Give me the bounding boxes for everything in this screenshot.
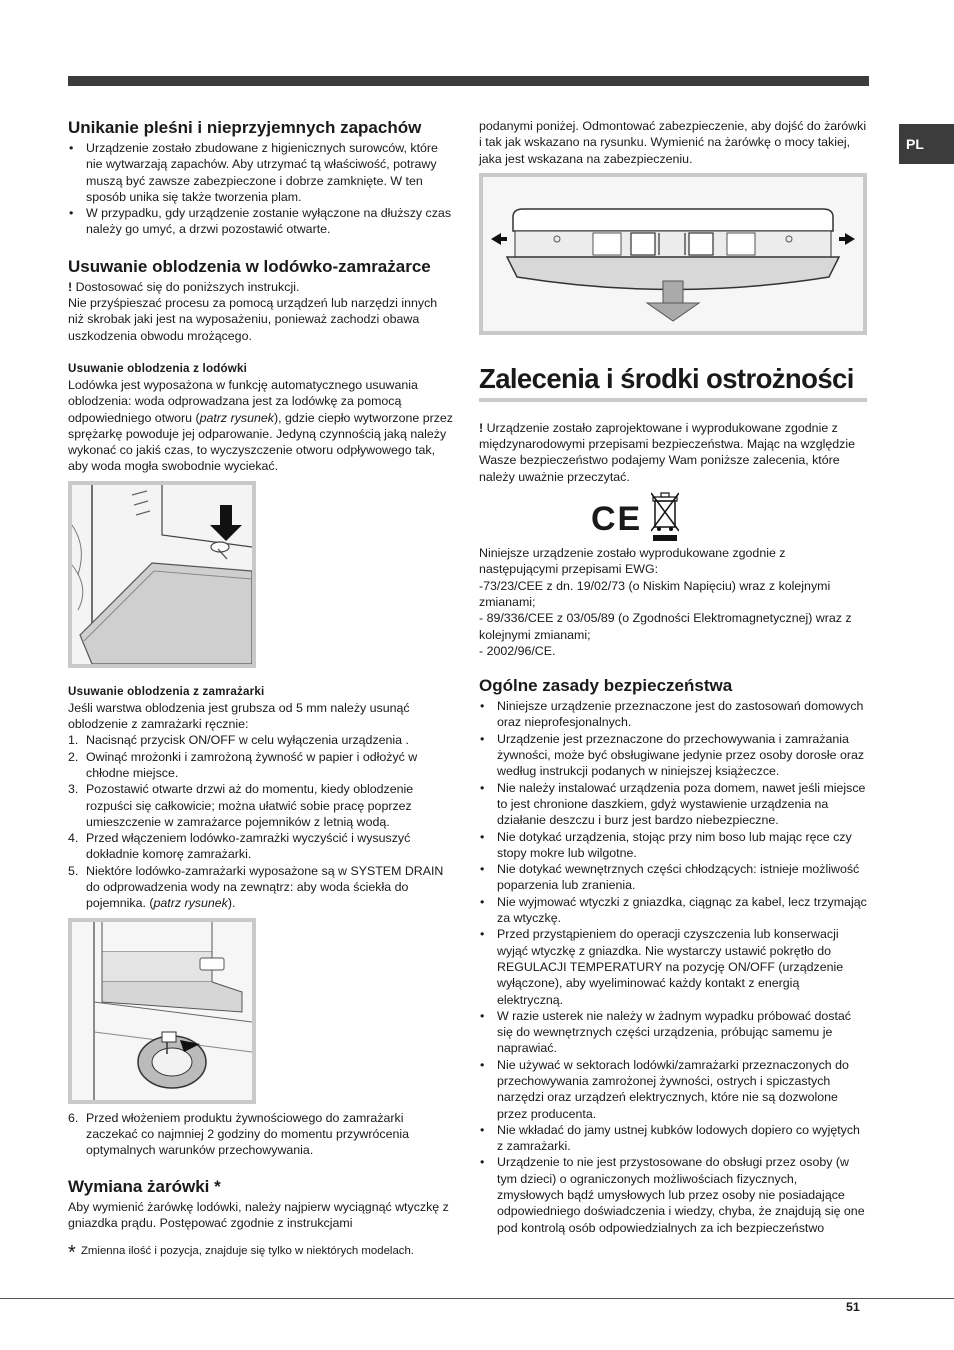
list-item: [68, 1110, 456, 1159]
freezer-defrost-intro: Jeśli warstwa oblodzenia jest grubsza od 5 mm należy usunąć oblodzenie z zamrażarki ręcznie:: [68, 700, 410, 732]
fridge-drain-illustration: [72, 485, 252, 664]
text-part: Lodówka jest wyposażona w funkcję automatycznego usuwania oblodzenia: woda odprowadzana jest za lodówkę za pomocą odpowiedniego otworu (: [68, 377, 418, 425]
ewg-directives: [479, 545, 867, 659]
list-item: [68, 863, 456, 912]
safety-list: [479, 698, 867, 1236]
ce-mark-icon: CE: [591, 500, 643, 539]
list-item: • Niniejsze urządzenie przeznaczone jest do zastosowań domowych oraz nieprofesjonalnych.: [479, 698, 867, 731]
step-number: 6.: [68, 1110, 79, 1125]
bottom-rule: [0, 1298, 954, 1299]
list-item: • Urządzenie to nie jest przystosowane do obsługi przez osoby (w tym dzieci) o ograniczonych możliwościach fizycznych, zmysłowych bądź umysłowych lub przez osoby nie posiadające odpowiedniego doświadczenia i wiedzy, chyba, że znajdują się one pod kontrolą osób odpowiedzialnych za ich bezpieczeństwo: [479, 1154, 867, 1235]
step-number: 1.: [68, 733, 79, 748]
defrost-text: Nie przyśpieszać procesu za pomocą urządzeń lub narzędzi innych niż skrobak jaki jest na wyposażeniu, ponieważ zachodzi obawa uszkodzenia obwodu mrożącego.: [68, 296, 438, 343]
right-column: [479, 118, 867, 1236]
section-title-mold: Unikanie pleśni i nieprzyjemnych zapachów: [68, 118, 422, 137]
step-text: Przed włączeniem lodówko-zamrażki wyczyścić i wysuszyć dokładnie komorę zamrażarki.: [86, 831, 411, 862]
step-text: ).: [227, 896, 236, 911]
warning-mark: !: [68, 279, 73, 294]
freezer-defrost-steps: [68, 732, 456, 911]
step-text: Pozostawić otwarte drzwi aż do momentu, kiedy oblodzenie rozpuści się całkowicie; można ułatwić sobie pracę poprzez umieszczenie w zamrażarce pojemników z letnią wodą.: [86, 782, 414, 829]
step-text: Przed włożeniem produktu żywnościowego do zamrażarki zaczekać co najmniej 2 godziny do momentu przywrócenia optymalnych warunków przechowywania.: [86, 1110, 410, 1158]
step-text: Owinąć mrożonki i zamrożoną żywność w papier i odłożyć w chłodne miejsce.: [86, 749, 418, 780]
list-item: • Nie używać w sektorach lodówki/zamrażarki przeznaczonych do przechowywania zamrożonej żywności, ostrych i spiczastych narzędzi oraz urządzeń elektrycznych, które nie są dozwolone przez producenta.: [479, 1057, 867, 1122]
text-part: ), gdzie ciepło wytworzone przez sprężarkę powoduje jej odparowanie. Jedyną czynnością jaką należy wykonać co jakiś czas, to wyczyszczenie otworu odpływowego tak, aby woda mogła swobodnie wyciekać.: [68, 410, 454, 474]
step-number: 3.: [68, 782, 79, 797]
section-title-safety: Ogólne zasady bezpieczeństwa: [479, 676, 733, 696]
step-number: 5.: [68, 863, 79, 878]
left-column: [68, 118, 456, 1231]
list-item: • Nie wkładać do jamy ustnej kubków lodowych dopiero co wyjętych z zamrażarki.: [479, 1122, 867, 1155]
mold-list: [68, 140, 456, 238]
warning-mark: !: [479, 420, 484, 435]
fridge-defrost-text: [68, 377, 456, 475]
list-item: [68, 732, 456, 748]
subsection-title-freezer-defrost: Usuwanie oblodzenia z zamrażarki: [68, 684, 265, 698]
list-item: • Nie wyjmować wtyczki z gniazdka, ciągnąc za kabel, lecz trzymając za wtyczkę.: [479, 894, 867, 927]
note-text: Dostosować się do poniższych instrukcji.: [72, 279, 300, 294]
top-header-bar: [68, 76, 869, 86]
main-title: Zalecenia i środki ostrożności: [479, 362, 854, 394]
list-item: • Urządzenie zostało zbudowane z higienicznych surowców, które nie wytwarzają zapachów. Aby utrzymać tą właściwość, potrawy muszą być zawsze zabezpieczone i dobrze zamknięte. W ten sposób unika się także tworzenia plam.: [68, 140, 456, 205]
fridge-drain-figure: [68, 481, 256, 668]
footnote-star: *: [68, 1242, 76, 1264]
light-cover-figure: [479, 173, 867, 335]
step-text: Niektóre lodówko-zamrażarki wyposażone są w SYSTEM DRAIN do odprowadzenia wody na zewnątrz: aby woda ściekła do pojemnika. (: [86, 863, 444, 911]
text-emphasis: patrz rysunek: [153, 896, 228, 911]
page-number: 51: [846, 1300, 860, 1314]
language-tab: PL: [899, 124, 954, 164]
directive-line: - 89/336/CEE z 03/05/89 (o Zgodności Elektromagnetycznej) wraz z kolejnymi zmianami;: [479, 611, 852, 642]
weee-bin-icon: [651, 491, 679, 543]
directive-line: Niniejsze urządzenie zostało wyprodukowane zgodnie z następującymi przepisami EWG:: [479, 546, 786, 577]
list-item: • W przypadku, gdy urządzenie zostanie wyłączone na dłuższy czas należy go umyć, a drzwi pozostawić otwarte.: [68, 205, 456, 238]
list-item: [68, 830, 456, 863]
safety-intro: [479, 420, 867, 485]
freezer-defrost-step6: [68, 1110, 456, 1159]
list-item: • Przed przystąpieniem do operacji czyszczenia lub konserwacji wyjąć wtyczkę z gniazdka. Nie wystarczy ustawić pokrętło do REGULACJI TEMPERATURY na pozycję ON/OFF (urządzenie wyłączone), aby wyeliminować każdy kontakt z energią elektryczną.: [479, 926, 867, 1007]
list-item: [68, 749, 456, 782]
list-item: • Nie dotykać wewnętrznych części chłodzących: istnieje możliwość poparzenia lub zranienia.: [479, 861, 867, 894]
footnote-text: Zmienna ilość i pozycja, znajduje się tylko w niektórych modelach.: [77, 1245, 414, 1257]
section-title-bulb: Wymiana żarówki *: [68, 1176, 221, 1196]
list-item: • W razie usterek nie należy w żadnym wypadku próbować dostać się do wewnętrznych części urządzenia, próbując samemu je naprawiać.: [479, 1008, 867, 1057]
light-cover-illustration: [483, 177, 863, 331]
step-number: 2.: [68, 749, 79, 764]
list-item: [68, 781, 456, 830]
list-item: • Urządzenie jest przeznaczone do przechowywania i zamrażania żywności, może być obsługiwane jedynie przez osoby dorosłe oraz według instrukcji podanych w niniejszej książeczce.: [479, 731, 867, 780]
system-drain-illustration: [72, 922, 252, 1100]
step-number: 4.: [68, 831, 79, 846]
subsection-title-fridge-defrost: Usuwanie oblodzenia z lodówki: [68, 361, 248, 375]
text-emphasis: patrz rysunek: [199, 410, 274, 425]
certification-marks: [479, 485, 867, 545]
title-underline: [479, 398, 867, 402]
section-title-defrost: Usuwanie oblodzenia w lodówko-zamrażarce: [68, 256, 431, 276]
bulb-text-continued: podanymi poniżej. Odmontować zabezpieczenie, aby dojść do żarówki i tak jak wskazano na rysunku. Wymienić na żarówkę o mocy takiej, jaka jest wskazana na zabezpieczeniu.: [479, 119, 867, 166]
system-drain-figure: [68, 918, 256, 1104]
footnote: [68, 1242, 468, 1264]
list-item: • Nie należy instalować urządzenia poza domem, nawet jeśli miejsce to jest chronione daszkiem, gdyż wystawienie urządzenia na działanie deszczu i burz jest bardzo niebezpieczne.: [479, 780, 867, 829]
list-item: • Nie dotykać urządzenia, stojąc przy nim boso lub mając ręce czy stopy mokre lub wilgotne.: [479, 829, 867, 862]
bulb-text: Aby wymienić żarówkę lodówki, należy najpierw wyciągnąć wtyczkę z gniazdka prądu. Postępować zgodnie z instrukcjami: [68, 1199, 449, 1230]
step-text: Nacisnąć przycisk ON/OFF w celu wyłączenia urządzenia .: [86, 733, 409, 748]
defrost-note: [68, 279, 456, 295]
directive-line: - 2002/96/CE.: [479, 643, 556, 658]
intro-text: Urządzenie zostało zaprojektowane i wyprodukowane zgodnie z międzynarodowymi przepisami bezpieczeństwa. Mając na względzie Wasze bezpieczeństwo podajemy Wam poniższe zalecenia, które należy uważnie przeczytać.: [479, 420, 856, 484]
directive-line: -73/23/CEE z dn. 19/02/73 (o Niskim Napięciu) wraz z kolejnymi zmianami;: [479, 578, 831, 609]
